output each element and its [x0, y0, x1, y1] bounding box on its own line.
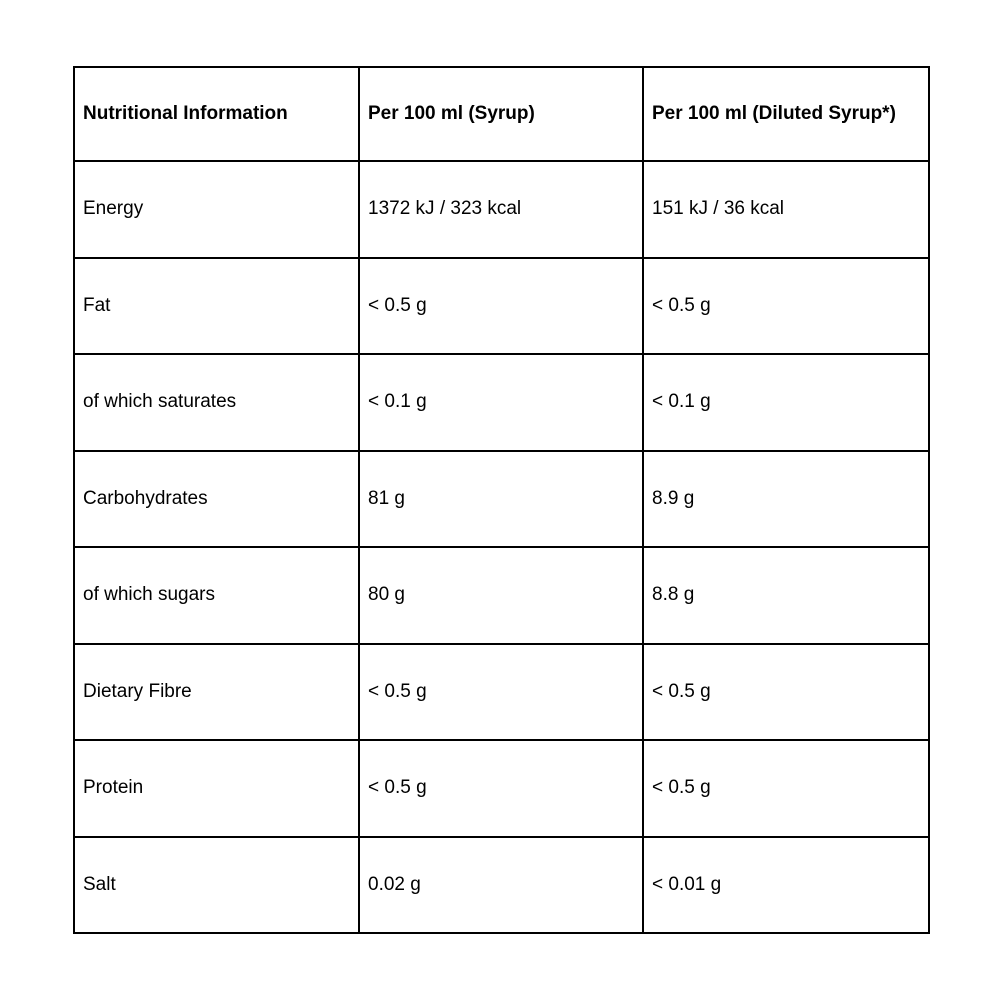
nutrient-name: Salt — [74, 837, 359, 934]
table-row — [74, 354, 929, 451]
diluted-value: 8.9 g — [643, 451, 929, 548]
syrup-value: < 0.5 g — [359, 644, 643, 741]
diluted-value: 151 kJ / 36 kcal — [643, 161, 929, 258]
syrup-value: 0.02 g — [359, 837, 643, 934]
diluted-value: < 0.5 g — [643, 644, 929, 741]
diluted-value: < 0.5 g — [643, 740, 929, 837]
syrup-value: 81 g — [359, 451, 643, 548]
syrup-value: < 0.1 g — [359, 354, 643, 451]
table-row — [74, 547, 929, 644]
syrup-value: < 0.5 g — [359, 258, 643, 355]
table-row — [74, 258, 929, 355]
table-row — [74, 740, 929, 837]
diluted-value: 8.8 g — [643, 547, 929, 644]
diluted-value: < 0.5 g — [643, 258, 929, 355]
nutrient-name: Fat — [74, 258, 359, 355]
nutrient-name: Dietary Fibre — [74, 644, 359, 741]
diluted-value: < 0.1 g — [643, 354, 929, 451]
header-nutritional-information: Nutritional Information — [74, 67, 359, 161]
table-row — [74, 161, 929, 258]
syrup-value: < 0.5 g — [359, 740, 643, 837]
nutrient-name: Protein — [74, 740, 359, 837]
header-per-100ml-diluted-syrup: Per 100 ml (Diluted Syrup*) — [643, 67, 929, 161]
nutrient-name: of which saturates — [74, 354, 359, 451]
syrup-value: 80 g — [359, 547, 643, 644]
nutrient-name: of which sugars — [74, 547, 359, 644]
nutrient-name: Carbohydrates — [74, 451, 359, 548]
syrup-value: 1372 kJ / 323 kcal — [359, 161, 643, 258]
header-per-100ml-syrup: Per 100 ml (Syrup) — [359, 67, 643, 161]
table-row — [74, 451, 929, 548]
diluted-value: < 0.01 g — [643, 837, 929, 934]
table-header-row — [74, 67, 929, 161]
table-row — [74, 837, 929, 934]
table-row — [74, 644, 929, 741]
nutrient-name: Energy — [74, 161, 359, 258]
nutrition-table — [73, 66, 930, 934]
